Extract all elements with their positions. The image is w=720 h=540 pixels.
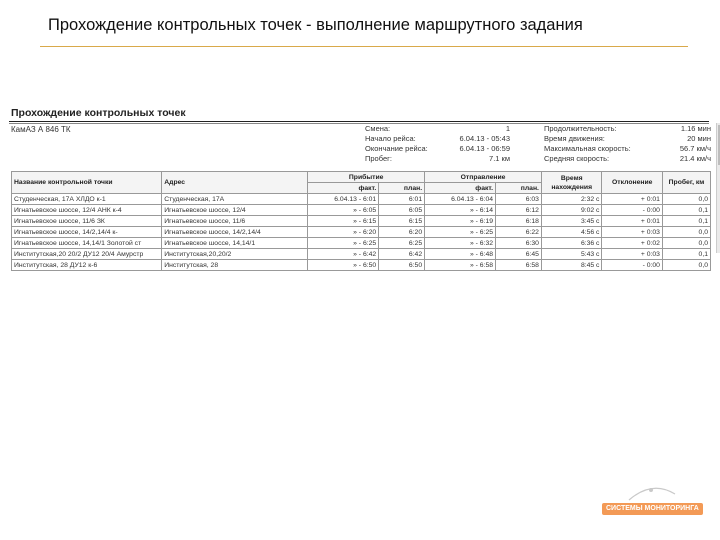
cell-mileage: 0,0 (662, 260, 710, 271)
cell-name: Студенческая, 17А ХЛДО к-1 (12, 194, 162, 205)
cell-address: Игнатьевское шоссе, 12/4 (162, 205, 308, 216)
summary-avg-speed (544, 154, 711, 164)
company-logo (597, 482, 707, 522)
summary-mileage (365, 154, 510, 164)
cell-name: Институтская, 28 ДУ12 к-6 (12, 260, 162, 271)
cell-departure-plan: 6:03 (496, 194, 542, 205)
cell-arrival-fact: » - 6:05 (308, 205, 379, 216)
cell-name: Игнатьевское шоссе, 12/4 АНК к-4 (12, 205, 162, 216)
col-header-departure-plan: план. (496, 183, 542, 194)
summary-trip-end (365, 144, 510, 154)
summary-shift-value: 1 (505, 124, 510, 133)
vehicle-label: КамАЗ А 846 ТК (11, 125, 71, 134)
summary-trip-end-label: Окончание рейса: (365, 144, 428, 153)
cell-arrival-plan: 6:05 (379, 205, 425, 216)
cell-address: Студенческая, 17А (162, 194, 308, 205)
report-title: Прохождение контрольных точек (11, 107, 186, 119)
summary-duration (544, 124, 711, 134)
table-row (12, 249, 711, 260)
cell-mileage: 0,0 (662, 227, 710, 238)
cell-name: Игнатьевское шоссе, 14,14/1 Золотой ст (12, 238, 162, 249)
summary-mileage-label: Пробег: (365, 154, 392, 163)
report-divider (9, 121, 709, 122)
table-row (12, 216, 711, 227)
cell-mileage: 0,1 (662, 216, 710, 227)
cell-name: Институтская,20 20/2 ДУ12 20/4 Амурстр (12, 249, 162, 260)
col-header-arrival-fact: факт. (308, 183, 379, 194)
col-header-departure-fact: факт. (425, 183, 496, 194)
cell-address: Институтская, 28 (162, 260, 308, 271)
summary-trip-start-value: 6.04.13 - 05:43 (459, 134, 510, 143)
col-header-arrival-plan: план. (379, 183, 425, 194)
cell-arrival-plan: 6:20 (379, 227, 425, 238)
table-row (12, 194, 711, 205)
cell-address: Игнатьевское шоссе, 14/2,14/4 (162, 227, 308, 238)
cell-address: Игнатьевское шоссе, 11/6 (162, 216, 308, 227)
cell-departure-plan: 6:30 (496, 238, 542, 249)
cell-departure-fact: » - 6:19 (425, 216, 496, 227)
cell-stay: 3:45 с (541, 216, 602, 227)
cell-stay: 5:43 с (541, 249, 602, 260)
cell-departure-plan: 6:18 (496, 216, 542, 227)
cell-arrival-plan: 6:15 (379, 216, 425, 227)
cell-departure-fact: » - 6:14 (425, 205, 496, 216)
cell-departure-fact: » - 6:25 (425, 227, 496, 238)
table-row (12, 227, 711, 238)
cell-arrival-plan: 6:50 (379, 260, 425, 271)
cell-stay: 4:56 с (541, 227, 602, 238)
summary-max-speed-value: 56.7 км/ч (679, 144, 711, 153)
cell-stay: 2:32 с (541, 194, 602, 205)
cell-arrival-plan: 6:25 (379, 238, 425, 249)
summary-trip-end-value: 6.04.13 - 06:59 (459, 144, 510, 153)
col-header-deviation: Отклонение (602, 172, 663, 194)
summary-driving-time-label: Время движения: (544, 134, 605, 143)
title-underline (40, 46, 688, 47)
report-panel (9, 103, 716, 269)
cell-deviation: - 0:00 (602, 205, 663, 216)
cell-deviation: + 0:01 (602, 194, 663, 205)
cell-mileage: 0,1 (662, 249, 710, 260)
col-header-arrival: Прибытие (308, 172, 425, 183)
summary-duration-label: Продолжительность: (544, 124, 617, 133)
checkpoints-table (11, 171, 711, 271)
cell-arrival-fact: » - 6:42 (308, 249, 379, 260)
cell-stay: 6:36 с (541, 238, 602, 249)
cell-arrival-fact: » - 6:25 (308, 238, 379, 249)
slide-title: Прохождение контрольных точек - выполнение маршрутного задания (48, 16, 583, 34)
cell-arrival-fact: » - 6:50 (308, 260, 379, 271)
summary-driving-time (544, 134, 711, 144)
col-header-departure: Отправление (425, 172, 542, 183)
cell-deviation: + 0:03 (602, 249, 663, 260)
cell-arrival-plan: 6:42 (379, 249, 425, 260)
logo-text: СИСТЕМЫ МОНИТОРИНГА (602, 503, 703, 515)
cell-arrival-plan: 6:01 (379, 194, 425, 205)
cell-address: Игнатьевское шоссе, 14,14/1 (162, 238, 308, 249)
summary-trip-start (365, 134, 510, 144)
cell-departure-fact: » - 6:32 (425, 238, 496, 249)
summary-shift (365, 124, 510, 134)
cell-departure-fact: » - 6:58 (425, 260, 496, 271)
cell-deviation: - 0:00 (602, 260, 663, 271)
summary-mileage-value: 7.1 км (489, 154, 510, 163)
col-header-name: Название контрольной точки (12, 172, 162, 194)
cell-departure-fact: 6.04.13 - 6:04 (425, 194, 496, 205)
cell-departure-fact: » - 6:48 (425, 249, 496, 260)
cell-departure-plan: 6:58 (496, 260, 542, 271)
cell-arrival-fact: » - 6:15 (308, 216, 379, 227)
summary-max-speed-label: Максимальная скорость: (544, 144, 631, 153)
col-header-stay: Время нахождения (541, 172, 602, 194)
cell-arrival-fact: » - 6:20 (308, 227, 379, 238)
cell-deviation: + 0:03 (602, 227, 663, 238)
report-scrollbar[interactable] (716, 123, 720, 253)
col-header-mileage: Пробег, км (662, 172, 710, 194)
cell-name: Игнатьевское шоссе, 14/2,14/4 к- (12, 227, 162, 238)
cell-departure-plan: 6:12 (496, 205, 542, 216)
cell-departure-plan: 6:45 (496, 249, 542, 260)
logo-orbit-icon (627, 484, 677, 502)
cell-departure-plan: 6:22 (496, 227, 542, 238)
cell-stay: 9:02 с (541, 205, 602, 216)
cell-address: Институтская,20,20/2 (162, 249, 308, 260)
table-row (12, 205, 711, 216)
summary-driving-time-value: 20 мин (687, 134, 711, 143)
cell-mileage: 0,1 (662, 205, 710, 216)
cell-mileage: 0,0 (662, 238, 710, 249)
summary-avg-speed-value: 21.4 км/ч (679, 154, 711, 163)
cell-deviation: + 0:01 (602, 216, 663, 227)
summary-shift-label: Смена: (365, 124, 391, 133)
summary-duration-value: 1.16 мин (680, 124, 711, 133)
cell-stay: 8:45 с (541, 260, 602, 271)
table-row (12, 260, 711, 271)
summary-max-speed (544, 144, 711, 154)
cell-arrival-fact: 6.04.13 - 6:01 (308, 194, 379, 205)
col-header-address: Адрес (162, 172, 308, 194)
summary-avg-speed-label: Средняя скорость: (544, 154, 610, 163)
cell-name: Игнатьевское шоссе, 11/6 ЗК (12, 216, 162, 227)
summary-trip-start-label: Начало рейса: (365, 134, 416, 143)
cell-mileage: 0,0 (662, 194, 710, 205)
cell-deviation: + 0:02 (602, 238, 663, 249)
table-row (12, 238, 711, 249)
